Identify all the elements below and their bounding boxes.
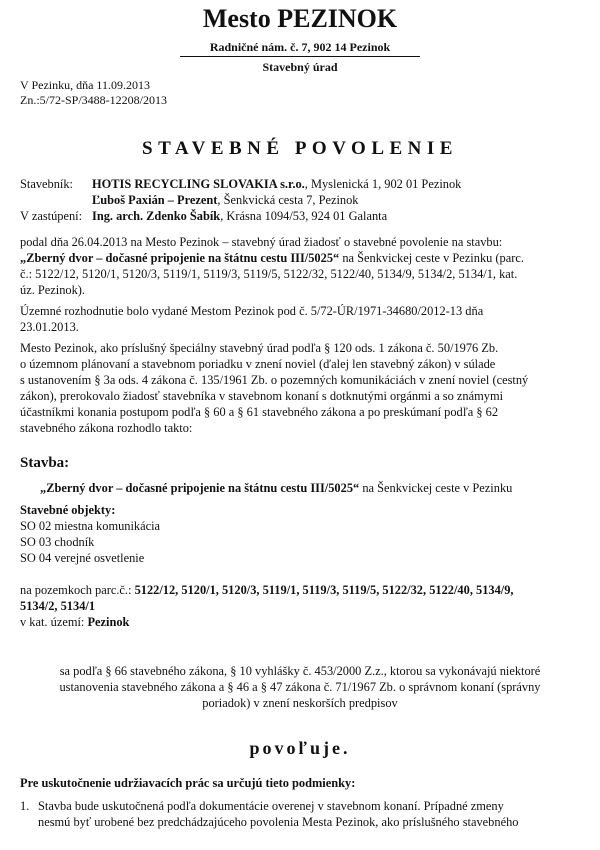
construction-name-bold: „Zberný dvor – dočasné pripojenie na štátnu cestu III/5025“ bbox=[40, 481, 360, 495]
application-text-line-2 bbox=[20, 251, 524, 266]
construction-name bbox=[40, 481, 512, 496]
issuer-title: Mesto PEZINOK bbox=[202, 4, 398, 33]
zoning-decision-line-1: Územné rozhodnutie bolo vydané Mestom Pezinok pod č. 5/72-ÚR/1971-34680/2012-13 dňa bbox=[20, 304, 484, 318]
application-text-line-4: úz. Pezinok). bbox=[20, 283, 86, 297]
representative-label: V zastúpení: bbox=[20, 209, 83, 223]
construction-object-item: SO 04 verejné osvetlenie bbox=[20, 551, 145, 565]
builder-1-address: , Myslenická 1, 902 01 Pezinok bbox=[304, 177, 462, 191]
document-heading: STAVEBNÉ POVOLENIE bbox=[142, 138, 458, 159]
authority-text-line: o územnom plánovaní a stavebnom poriadku v znení noviel (ďalej len stavebný zákon) v súlade bbox=[20, 357, 496, 371]
application-text-line-3: č.: 5122/12, 5120/1, 5120/3, 5119/1, 5119/3, 5119/5, 5122/32, 5122/40, 5134/9, 5134/2, 5134/1, kat. bbox=[20, 267, 518, 281]
cadastral-area-label: v kat. území: bbox=[20, 615, 88, 629]
builder-2-name: Ľuboš Paxián – Prezent bbox=[92, 193, 218, 207]
construction-object-item: SO 02 miestna komunikácia bbox=[20, 519, 161, 533]
authority-text-line: účastníkmi konania postupom podľa § 60 a § 61 stavebného zákona a po preskúmaní podľa § 62 bbox=[20, 405, 499, 419]
parcels-line-1 bbox=[20, 583, 514, 598]
authority-text-line: s ustanovením § 3a ods. 4 zákona č. 135/1961 Zb. o pozemných komunikáciách v znení noviel (cestný bbox=[20, 373, 529, 387]
cadastral-area bbox=[20, 615, 129, 630]
parcels-list: 5122/12, 5120/1, 5120/3, 5119/1, 5119/3, 5119/5, 5122/32, 5122/40, 5134/9, bbox=[134, 583, 514, 597]
conditions-heading bbox=[20, 776, 355, 791]
construction-object-item: SO 03 chodník bbox=[20, 535, 95, 549]
parcels-label: na pozemkoch parc.č.: bbox=[20, 583, 135, 597]
authority-text-line: Mesto Pezinok, ako príslušný špeciálny stavebný úrad podľa § 120 ods. 1 zákona č. 50/1976 Zb. bbox=[20, 341, 499, 355]
date-line: V Pezinku, dňa 11.09.2013 bbox=[20, 78, 150, 92]
issuer-address: Radničné nám. č. 7, 902 14 Pezinok bbox=[209, 40, 391, 54]
representative bbox=[92, 209, 387, 224]
conditions-heading-colon: : bbox=[351, 776, 356, 790]
authority-text-line: zákon), prerokovalo žiadosť stavebníka v stavebnom konaní s dotknutými orgánmi a so známymi bbox=[20, 389, 504, 403]
header-divider bbox=[180, 56, 420, 57]
condition-1-line-2: nesmú byť urobené bez predchádzajúceho povolenia Mesta Pezinok, ako príslušného stavebného bbox=[38, 815, 519, 829]
construction-location: na Šenkvickej ceste v Pezinku bbox=[359, 481, 513, 495]
reference-number: Zn.:5/72-SP/3488-12208/2013 bbox=[20, 93, 168, 107]
application-text-line-1: podal dňa 26.04.2013 na Mesto Pezinok – stavebný úrad žiadosť o stavebné povolenie na stavbu: bbox=[20, 235, 503, 249]
builder-1 bbox=[92, 177, 461, 192]
issuer-office: Stavebný úrad bbox=[262, 60, 338, 74]
legal-basis-line: poriadok) v znení neskorších predpisov bbox=[202, 696, 398, 710]
application-project-location: na Šenkvickej ceste v Pezinku (parc. bbox=[339, 251, 524, 265]
builder-1-name: HOTIS RECYCLING SLOVAKIA s.r.o. bbox=[92, 177, 305, 191]
builder-2 bbox=[92, 193, 358, 208]
representative-address: , Krásna 1094/53, 924 01 Galanta bbox=[220, 209, 388, 223]
legal-basis-line: sa podľa § 66 stavebného zákona, § 10 vyhlášky č. 453/2000 Z.z., ktorou sa vykonávajú niektoré bbox=[59, 664, 541, 678]
cadastral-area-value: Pezinok bbox=[87, 615, 130, 629]
builder-label: Stavebník: bbox=[20, 177, 73, 191]
parcels-line-2: 5134/2, 5134/1 bbox=[20, 599, 96, 613]
representative-name: Ing. arch. Zdenko Šabík bbox=[92, 209, 221, 223]
authority-text-line: stavebného zákona rozhodlo takto: bbox=[20, 421, 193, 435]
condition-1-number: 1. bbox=[20, 799, 30, 813]
application-project-name: „Zberný dvor – dočasné pripojenie na štátnu cestu III/5025“ bbox=[20, 251, 340, 265]
conditions-heading-text: Pre uskutočnenie udržiavacích prác sa určujú tieto podmienky bbox=[20, 776, 352, 790]
construction-heading: Stavba: bbox=[20, 455, 70, 471]
condition-1-line-1: Stavba bude uskutočnená podľa dokumentácie overenej v stavebnom konaní. Prípadné zmeny bbox=[38, 799, 504, 813]
zoning-decision-line-2: 23.01.2013. bbox=[20, 320, 79, 334]
decision-verdict: povoľuje. bbox=[249, 738, 351, 758]
construction-objects-heading: Stavebné objekty: bbox=[20, 503, 116, 517]
builder-2-address: , Šenkvická cesta 7, Pezinok bbox=[217, 193, 359, 207]
legal-basis-line: ustanovenia stavebného zákona a § 46 a § 47 zákona č. 71/1967 Zb. o správnom konaní (správny bbox=[59, 680, 541, 694]
